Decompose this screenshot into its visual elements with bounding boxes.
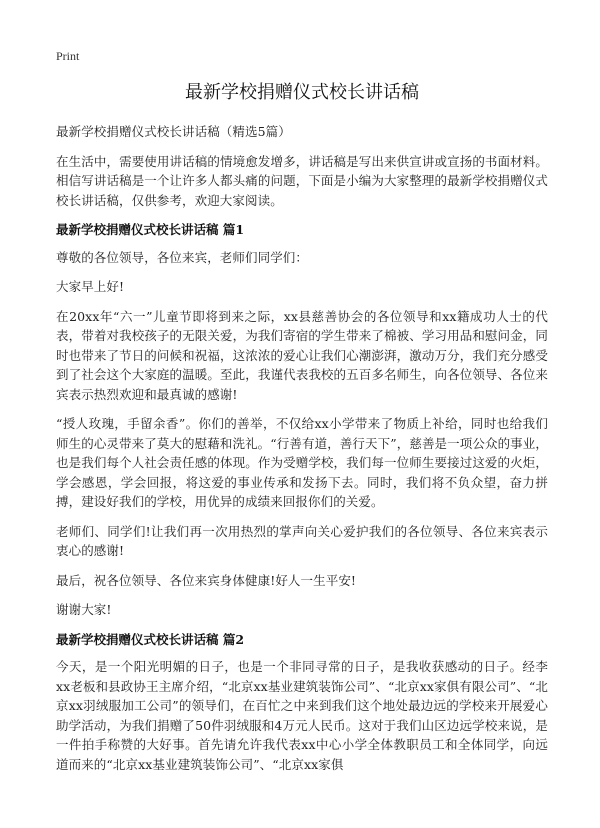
section-1-thanks: 谢谢大家! xyxy=(56,602,112,617)
section-1-paragraph: 在20xx年“六一”儿童节即将到来之际，xx县慈善协会的各位领导和xx籍成功人士的代表，带着对我校孩子的无限关爱，为我们寄宿的学生带来了棉被、学习用品和慰问金，同时也带来了节日的问候和祝福，这浓浓的爱心让我们心潮澎湃，激动万分，我们充分感受到了社会这个大家庭的温暖。至此，我谨代表我校的五百多名师生，向各位领导、各位来宾表示热烈欢迎和最真诚的感谢! xyxy=(56,308,548,402)
section-1-paragraph: 老师们、同学们!让我们再一次用热烈的掌声向关心爱护我们的各位领导、各位来宾表示衷心的感谢! xyxy=(56,523,548,558)
section-1-greeting: 尊敬的各位领导，各位来宾，老师们同学们： xyxy=(56,249,309,265)
section-1-paragraph: 最后，祝各位领导、各位来宾身体健康!好人一生平安! xyxy=(56,572,357,588)
section-2-paragraph: 今天，是一个阳光明媚的日子，也是一个非同寻常的日子，是我收获感动的日子。经李xx老板和县政协王主席介绍，“北京xx基业建筑装饰公司”、“北京xx家俱有限公司”、“北京xx羽绒服加工公司”的领导们，在百忙之中来到我们这个地处最边远的学校来开展爱心助学活动，为我们捐赠了50件羽绒服和4万元人民币。这对于我们山区边远学校来说，是一件拍手称赞的大好事。首先请允许我代表xx中心小学全体教职员工和全体同学，向远道而来的“北京xx基业建筑装饰公司”、“北京xx家俱 xyxy=(56,659,548,772)
article-body xyxy=(56,122,548,784)
intro-paragraph: 在生活中，需要使用讲话稿的情境愈发增多，讲话稿是写出来供宣讲或宣扬的书面材料。相信写讲话稿是一个让许多人都头痛的问题，下面是小编为大家整理的最新学校捐赠仪式校长讲话稿，仅供参考，欢迎大家阅读。 xyxy=(56,153,548,208)
section-2-heading: 最新学校捐赠仪式校长讲话稿 篇2 xyxy=(56,631,245,647)
print-link[interactable]: Print xyxy=(56,49,80,63)
page-title: 最新学校捐赠仪式校长讲话稿 xyxy=(185,82,419,103)
article-subtitle: 最新学校捐赠仪式校长讲话稿（精选5篇） xyxy=(56,124,291,139)
section-1-heading: 最新学校捐赠仪式校长讲话稿 篇1 xyxy=(56,222,245,237)
section-1-paragraph: “授人玫瑰，手留余香”。你们的善举，不仅给xx小学带来了物质上补给，同时也给我们师生的心灵带来了莫大的慰藉和洗礼。“行善有道，善行天下”，慈善是一项公众的事业，也是我们每个人社会责任感的体现。作为受赠学校，我们每一位师生要接过这爱的火炬，学会感恩，学会回报，将这爱的事业传承和发扬下去。同时，我们将不负众望，奋力拼搏，建设好我们的学校，用优异的成绩来回报你们的关爱。 xyxy=(56,416,548,509)
section-1-morning: 大家早上好! xyxy=(56,279,125,294)
